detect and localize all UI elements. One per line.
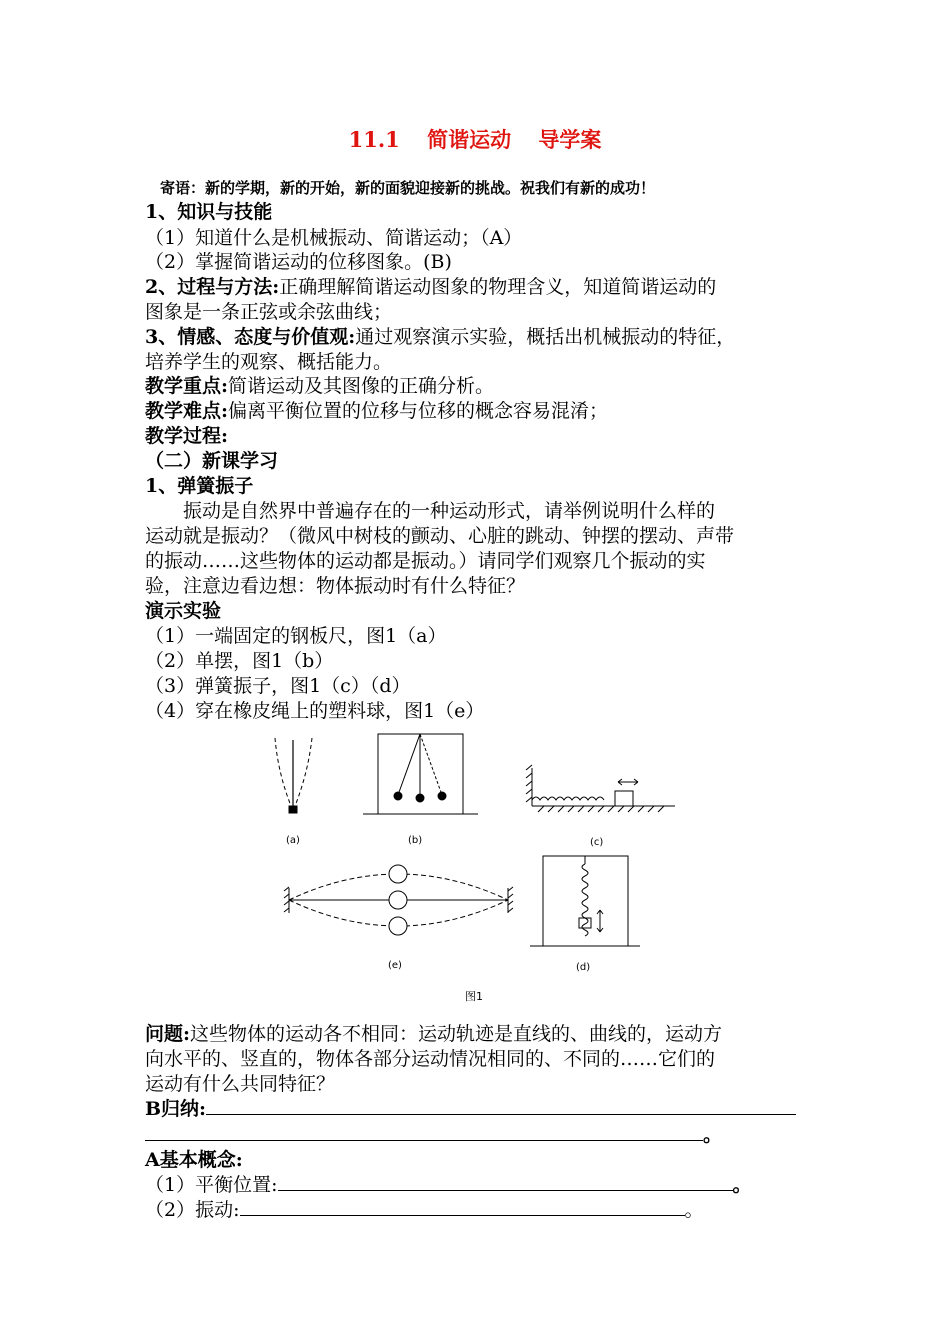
emotion-goal — [145, 324, 735, 350]
motto: 寄语：新的学期，新的开始，新的面貌迎接新的挑战。祝我们有新的成功！ — [160, 179, 656, 197]
question-label: 问题: — [145, 1023, 191, 1045]
key-point — [145, 373, 494, 399]
subsection-heading: 1、弹簧振子 — [145, 475, 254, 497]
title-name: 简谐运动 — [427, 127, 512, 152]
paragraph-line-2: 运动就是振动？（微风中树枝的颤动、心脏的跳动、钟摆的摆动、声带 — [145, 525, 735, 547]
difficulty-text: 偏离平衡位置的位移与位移的概念容易混淆； — [228, 400, 609, 422]
difficulty — [145, 398, 608, 424]
question-text-3: 运动有什么共同特征？ — [145, 1073, 336, 1095]
paragraph-line-4: 验，注意边看边想：物体振动时有什么特征？ — [145, 575, 526, 597]
figure-c-spring — [526, 765, 675, 812]
concepts-heading: A基本概念: — [145, 1149, 243, 1171]
summary-blank-1[interactable] — [206, 1096, 796, 1115]
figure-caption: 图1 — [465, 990, 483, 1003]
paragraph-line-1: 振动是自然界中普遍存在的一种运动形式，请举例说明什么样的 — [183, 500, 716, 522]
title-number: 11.1 — [348, 127, 400, 152]
concept-item-2 — [145, 1197, 704, 1223]
concept-item-1-end: 。 — [732, 1174, 752, 1196]
figure-label-d: (d) — [576, 962, 591, 973]
demo-item-2: （2）单摆，图1（b） — [145, 650, 334, 672]
emotion-text-1: 通过观察演示实验，概括出机械振动的特征， — [355, 326, 736, 348]
question — [145, 1021, 722, 1047]
concept-item-1 — [145, 1172, 752, 1198]
figure-label-a: (a) — [286, 835, 300, 846]
knowledge-item-2: （2）掌握简谐运动的位移图象。(B) — [145, 251, 452, 273]
vibration-blank[interactable] — [240, 1197, 685, 1216]
key-point-label: 教学重点: — [145, 375, 229, 397]
balance-position-blank[interactable] — [278, 1172, 733, 1191]
process-label: 2、过程与方法: — [145, 276, 280, 298]
concept-item-2-label: （2）振动: — [145, 1199, 240, 1221]
summary-end: 。 — [703, 1124, 723, 1146]
process-text-2: 图象是一条正弦或余弦曲线； — [145, 301, 393, 323]
figure-d-vertical-spring — [530, 856, 640, 946]
summary-line-2 — [145, 1122, 722, 1148]
summary-line — [145, 1096, 796, 1122]
process-text-1: 正确理解简谐运动图象的物理含义，知道简谐运动的 — [279, 276, 717, 298]
figure-label-e: (e) — [388, 960, 402, 971]
figure-e-rubber-cord — [284, 865, 513, 935]
difficulty-label: 教学难点: — [145, 400, 229, 422]
concept-item-2-end: 。 — [684, 1199, 704, 1221]
section-heading: （二）新课学习 — [145, 450, 279, 472]
summary-label: B归纳: — [145, 1098, 207, 1120]
paragraph-line-3: 的振动……这些物体的运动都是振动。）请同学们观察几个振动的实 — [145, 550, 706, 572]
title-suffix: 导学案 — [538, 127, 602, 152]
figure-label-c: (c) — [590, 837, 604, 848]
knowledge-item-1: （1）知道什么是机械振动、简谐运动；（A） — [145, 227, 523, 249]
figure-a-ruler — [275, 738, 312, 813]
demo-item-1: （1）一端固定的钢板尺，图1（a） — [145, 625, 447, 647]
question-text-1: 这些物体的运动各不相同：运动轨迹是直线的、曲线的，运动方 — [190, 1023, 723, 1045]
process-heading: 教学过程: — [145, 425, 229, 447]
knowledge-heading: 1、知识与技能 — [145, 201, 273, 223]
demo-item-4: （4）穿在橡皮绳上的塑料球，图1（e） — [145, 700, 485, 722]
process-goal — [145, 274, 716, 300]
concept-item-1-label: （1）平衡位置: — [145, 1174, 278, 1196]
page-title — [0, 124, 950, 154]
key-point-text: 简谐运动及其图像的正确分析。 — [228, 375, 495, 397]
demo-heading: 演示实验 — [145, 600, 222, 622]
demo-item-3: （3）弹簧振子，图1（c）（d） — [145, 675, 411, 697]
question-text-2: 向水平的、竖直的，物体各部分运动情况相同的、不同的……它们的 — [145, 1048, 716, 1070]
figure-1 — [270, 728, 690, 1018]
emotion-label: 3、情感、态度与价值观: — [145, 326, 356, 348]
figure-b-pendulum — [363, 734, 478, 814]
emotion-text-2: 培养学生的观察、概括能力。 — [145, 351, 393, 373]
figure-label-b: (b) — [408, 835, 423, 846]
summary-blank-2[interactable] — [145, 1122, 703, 1141]
